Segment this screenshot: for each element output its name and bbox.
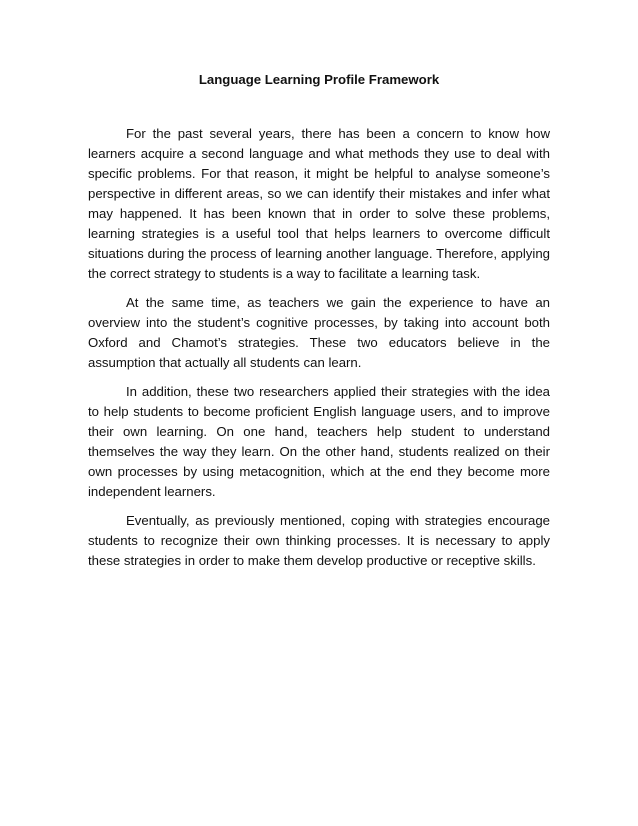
paragraph-1: For the past several years, there has been a concern to know how learners acquire a second language and what methods they use to deal with specific problems. For that reason, it might be helpful to analyse someone’s perspective in different areas, so we can identify their mistakes and infer what may happened. It has been known that in order to solve these problems, learning strategies is a useful tool that helps learners to overcome difficult situations during the process of learning another language. Therefore, applying the correct strategy to students is a way to facilitate a learning task.: [88, 126, 550, 281]
paragraph-2: At the same time, as teachers we gain the experience to have an overview into the student’s cognitive processes, by taking into account both Oxford and Chamot’s strategies. These two educators believe in the assumption that actually all students can learn.: [88, 295, 550, 370]
paragraph-4: Eventually, as previously mentioned, coping with strategies encourage students to recognize their own thinking processes. It is necessary to apply these strategies in order to make them develop productive or receptive skills.: [88, 513, 550, 568]
document-title: Language Learning Profile Framework: [198, 72, 440, 87]
paragraph-3: In addition, these two researchers applied their strategies with the idea to help students to become proficient English language users, and to improve their own learning. On one hand, teachers help student to understand themselves the way they learn. On the other hand, students realized on their own processes by using metacognition, which at the end they become more independent learners.: [88, 384, 550, 499]
